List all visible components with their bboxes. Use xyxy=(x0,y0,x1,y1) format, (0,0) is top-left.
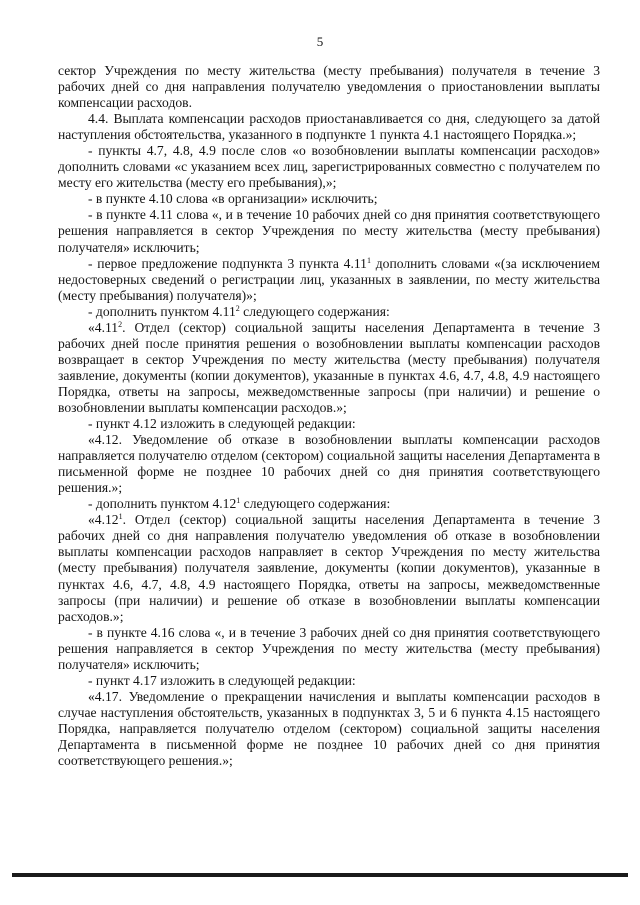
page-number: 5 xyxy=(316,34,324,49)
paragraph-p6 xyxy=(58,304,600,320)
paragraph-p11 xyxy=(58,512,600,624)
text-run: сектор Учреждения по месту жительства (месту пребывания) получателя в течение 3 рабочих дней со дня направления получателю уведомления о приостановлении выплаты компенсации расходов. xyxy=(58,63,600,111)
text-run: . Отдел (сектор) социальной защиты населения Департамента в течение 3 рабочих дней со дня направления получателю уведомления об отказе в возобновлении выплаты компенсации расходов направляет в сектор Учреждения по месту жительства (месту пребывания) получателя заявление, документы (копии документов), указанные в пунктах 4.6, 4.7, 4.8, 4.9 настоящего Порядка, ответы на запросы, межведомственные запросы (при наличии) и решение об отказе в возобновлении выплаты компенсации расходов.»; xyxy=(58,512,600,624)
text-run: - первое предложение подпункта 3 пункта 4.11 xyxy=(88,255,367,271)
text-run: следующего содержания: xyxy=(239,303,390,319)
text-run: - пункт 4.17 изложить в следующей редакции: xyxy=(88,672,356,688)
text-run: следующего содержания: xyxy=(240,496,391,512)
text-run: - пункты 4.7, 4.8, 4.9 после слов «о возобновлении выплаты компенсации расходов» дополнить словами «с указанием всех лиц, зарегистрированных совместно с получателем по месту его жительства (месту его пребывания),»; xyxy=(58,143,600,191)
paragraph-p9 xyxy=(58,432,600,496)
paragraph-p10 xyxy=(58,496,600,512)
text-run: «4.12. Уведомление об отказе в возобновлении выплаты компенсации расходов направляется получателю отделом (сектором) социальной защиты населения Департамента в письменной форме не позднее 10 рабочих дней со дня принятия соответствующего решения.»; xyxy=(58,432,600,496)
paragraph-p3 xyxy=(58,191,600,207)
text-run: - дополнить пунктом 4.12 xyxy=(88,496,237,512)
paragraph-p12 xyxy=(58,625,600,673)
text-run: «4.11 xyxy=(88,319,119,335)
superscript: 1 xyxy=(236,496,241,506)
document-body xyxy=(58,63,600,769)
text-run: дополнить словами «(за исключением недостоверных сведений о регистрации лиц, указанных в заявлении, по месту жительства (месту пребывания) получателя)»; xyxy=(58,255,600,303)
superscript: 2 xyxy=(235,303,240,313)
text-run: - в пункте 4.16 слова «, и в течение 3 рабочих дней со дня принятия соответствующего решения направляется в сектор Учреждения по месту жительства (месту пребывания) получателя» исключить; xyxy=(58,624,600,672)
superscript: 2 xyxy=(118,319,123,329)
text-run: - пункт 4.12 изложить в следующей редакции: xyxy=(88,416,356,432)
bottom-rule xyxy=(12,873,628,877)
paragraph-p14 xyxy=(58,689,600,769)
superscript: 1 xyxy=(118,512,123,522)
paragraph-p8 xyxy=(58,416,600,432)
text-run: - в пункте 4.11 слова «, и в течение 10 рабочих дней со дня принятия соответствующего решения направляется в сектор Учреждения по месту жительства (месту пребывания) получателя» исключить; xyxy=(58,207,600,255)
superscript: 1 xyxy=(366,255,371,265)
text-run: - в пункте 4.10 слова «в организации» исключить; xyxy=(88,191,378,207)
text-run: «4.12 xyxy=(88,512,119,528)
text-run: «4.17. Уведомление о прекращении начисления и выплаты компенсации расходов в случае наступления обстоятельств, указанных в подпунктах 3, 5 и 6 пункта 4.15 настоящего Порядка, направляется получателю отделом (сектором) социальной защиты населения Департамента в письменной форме не позднее 10 рабочих дней со дня принятия соответствующего решения.»; xyxy=(58,688,600,769)
paragraph-p4 xyxy=(58,207,600,255)
paragraph-p0 xyxy=(58,63,600,111)
text-run: . Отдел (сектор) социальной защиты населения Департамента в течение 3 рабочих дней после принятия решения о возобновлении выплаты компенсации расходов возвращает в сектор Учреждения по месту жительства (месту пребывания) получателя заявление, документы (копии документов), указанные в пунктах 4.6, 4.7, 4.8, 4.9 настоящего Порядка, ответы на запросы, межведомственные запросы (при наличии) и решение о возобновлении выплаты компенсации расходов.»; xyxy=(58,319,600,415)
text-run: - дополнить пунктом 4.11 xyxy=(88,303,236,319)
text-run: 4.4. Выплата компенсации расходов приостанавливается со дня, следующего за датой наступления обстоятельства, указанного в подпункте 1 пункта 4.1 настоящего Порядка.»; xyxy=(58,111,600,143)
paragraph-p1 xyxy=(58,111,600,143)
paragraph-p2 xyxy=(58,143,600,191)
paragraph-p7 xyxy=(58,320,600,416)
paragraph-p5 xyxy=(58,256,600,304)
paragraph-p13 xyxy=(58,673,600,689)
